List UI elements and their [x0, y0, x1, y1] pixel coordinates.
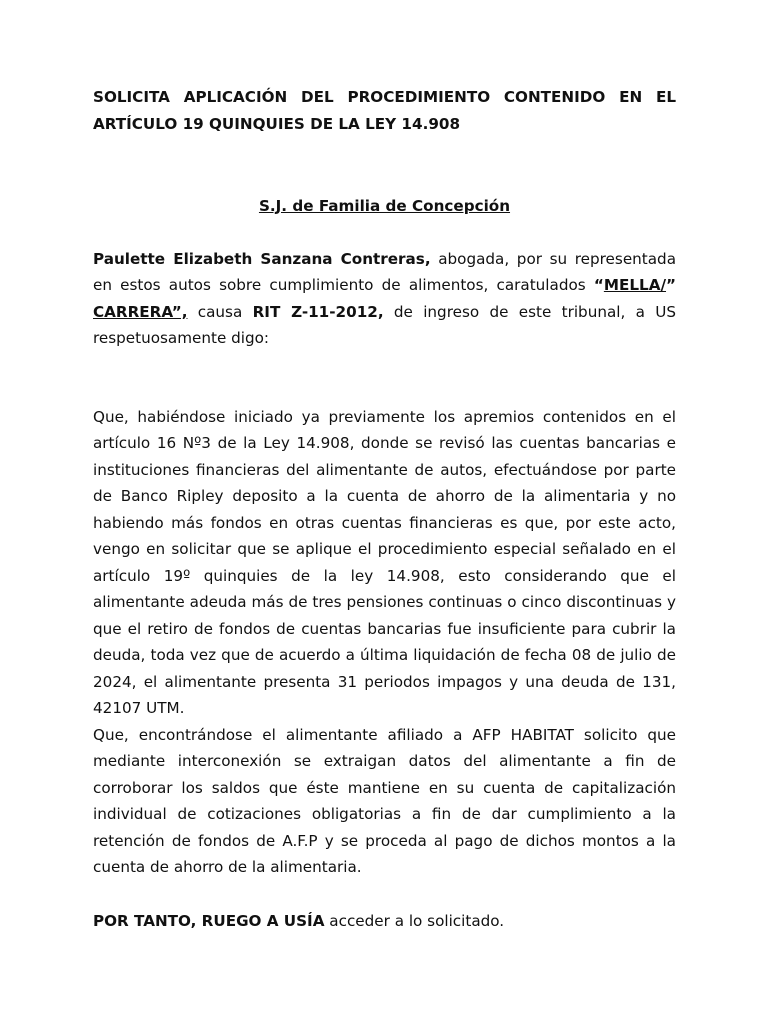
- body-paragraph-2: Que, encontrándose el alimentante afiliado a AFP HABITAT solicito que mediante interconexión se extraigan datos del alimentante a fin de corroborar los saldos que éste mantiene en su cuenta de capitalización individual de cotizaciones obligatorias a fin de dar cumplimiento a la retención de fondos de A.F.P y se proceda al pago de dichos montos a la cuenta de ahorro de la alimentaria.: [93, 725, 676, 876]
- body-paragraph-1: Que, habiéndose iniciado ya previamente los apremios contenidos en el artículo 16 Nº3 de la Ley 14.908, donde se revisó las cuentas bancarias e instituciones financieras del alimentante de autos, efectuándose por parte de Banco Ripley deposito a la cuenta de ahorro de la alimentaria y no habiendo más fondos en otras cuentas financieras es que, por este acto, vengo en solicitar que se aplique el procedimiento especial señalado en el artículo 19º quinquies de la ley 14.908, esto considerando que el alimentante adeuda más de tres pensiones continuas o cinco discontinuas y que el retiro de fondos de cuentas bancarias fue insuficiente para cubrir la deuda, toda vez que de acuerdo a última liquidación de fecha 08 de julio de 2024, el alimentante presenta 31 periodos impagos y una deuda de 131, 42107 UTM.: [93, 407, 676, 717]
- intro-paragraph: [93, 246, 676, 352]
- document-title: SOLICITA APLICACIÓN DEL PROCEDIMIENTO CONTENIDO EN EL ARTÍCULO 19 QUINQUIES DE LA LEY 14.908: [93, 88, 676, 133]
- closing-bold: POR TANTO, RUEGO A USÍA: [93, 911, 325, 930]
- closing-paragraph: [93, 908, 676, 935]
- case-rit: RIT Z-11-2012,: [252, 302, 384, 321]
- court-heading: S.J. de Familia de Concepción: [258, 197, 511, 215]
- case-quote-open: “: [593, 276, 604, 294]
- intro-text-1: abogada, por su representada en estos autos sobre cumplimiento de alimentos, caratulados: [93, 249, 676, 294]
- intro-text-2: causa: [187, 302, 253, 321]
- lawyer-name: Paulette Elizabeth Sanzana Contreras,: [93, 249, 431, 268]
- case-name-part-2: CARRERA”,: [93, 302, 188, 321]
- closing-text: acceder a lo solicitado.: [324, 911, 505, 930]
- case-quote-mid: ”: [666, 276, 676, 294]
- case-name-part-1: MELLA/: [603, 276, 667, 294]
- intro-text-3: de ingreso de este tribunal, a US respetuosamente digo:: [93, 302, 676, 347]
